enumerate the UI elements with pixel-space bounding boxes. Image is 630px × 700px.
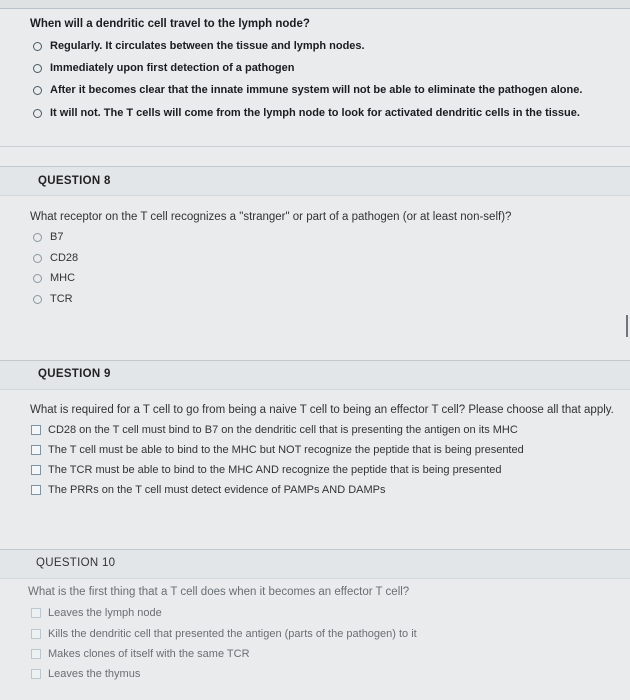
q9-option-3[interactable]	[31, 464, 502, 476]
q7-option-4[interactable]	[33, 107, 580, 119]
checkbox[interactable]	[31, 445, 41, 455]
scrollbar-edge[interactable]	[626, 315, 628, 337]
option-label: CD28 on the T cell must bind to B7 on the dendritic cell that is presenting the antigen on its MHC	[48, 424, 518, 436]
q9-option-1[interactable]	[31, 424, 518, 436]
radio-button[interactable]	[33, 295, 42, 304]
q8-prompt: What receptor on the T cell recognizes a "stranger" or part of a pathogen (or at least non-self)?	[30, 211, 512, 223]
option-label: It will not. The T cells will come from the lymph node to look for activated dendritic cells in the tissue.	[50, 107, 580, 119]
radio-button[interactable]	[33, 109, 42, 118]
checkbox[interactable]	[31, 465, 41, 475]
option-label: MHC	[50, 272, 76, 284]
q7-option-2[interactable]	[33, 62, 294, 74]
option-label: CD28	[50, 252, 79, 264]
radio-button[interactable]	[33, 86, 42, 95]
q9-title: QUESTION 9	[38, 368, 111, 380]
q10-prompt: What is the first thing that a T cell does when it becomes an effector T cell?	[28, 586, 410, 598]
q10-option-2[interactable]	[31, 628, 417, 640]
radio-button[interactable]	[33, 42, 42, 51]
option-label: The TCR must be able to bind to the MHC AND recognize the peptide that is being presented	[48, 464, 502, 476]
option-label: Immediately upon first detection of a pathogen	[50, 62, 295, 74]
q8-option-1[interactable]	[33, 231, 63, 243]
option-label: Makes clones of itself with the same TCR	[48, 648, 250, 660]
q8-option-4[interactable]	[33, 293, 73, 305]
q9-option-2[interactable]	[31, 444, 524, 456]
q9-option-4[interactable]	[31, 484, 385, 496]
option-label: Leaves the lymph node	[48, 607, 162, 619]
option-label: Kills the dendritic cell that presented the antigen (parts of the pathogen) to it	[48, 628, 417, 640]
q9-prompt: What is required for a T cell to go from being a naive T cell to being an effector T cell? Please choose all that apply.	[30, 404, 614, 416]
checkbox[interactable]	[31, 649, 41, 659]
option-label: The PRRs on the T cell must detect evidence of PAMPs AND DAMPs	[48, 484, 386, 496]
q7-option-1[interactable]	[33, 40, 365, 52]
q10-option-1[interactable]	[31, 607, 162, 619]
radio-button[interactable]	[33, 274, 42, 283]
q7-prompt: When will a dendritic cell travel to the lymph node?	[30, 18, 310, 30]
checkbox[interactable]	[31, 669, 41, 679]
option-label: Regularly. It circulates between the tissue and lymph nodes.	[50, 40, 365, 52]
q10-title: QUESTION 10	[36, 557, 116, 569]
option-label: B7	[50, 231, 64, 243]
radio-button[interactable]	[33, 64, 42, 73]
checkbox[interactable]	[31, 629, 41, 639]
option-label: Leaves the thymus	[48, 668, 141, 680]
top-border	[0, 0, 630, 9]
checkbox[interactable]	[31, 425, 41, 435]
option-label: TCR	[50, 293, 73, 305]
option-label: After it becomes clear that the innate immune system will not be able to eliminate the pathogen alone.	[50, 84, 583, 96]
q10-option-4[interactable]	[31, 668, 140, 680]
q8-title: QUESTION 8	[38, 175, 111, 187]
q8-option-3[interactable]	[33, 272, 75, 284]
checkbox[interactable]	[31, 485, 41, 495]
radio-button[interactable]	[33, 233, 42, 242]
q7-option-3[interactable]	[33, 84, 582, 96]
checkbox[interactable]	[31, 608, 41, 618]
option-label: The T cell must be able to bind to the MHC but NOT recognize the peptide that is being presented	[48, 444, 524, 456]
q8-option-2[interactable]	[33, 252, 78, 264]
radio-button[interactable]	[33, 254, 42, 263]
divider	[0, 146, 630, 147]
q10-option-3[interactable]	[31, 648, 250, 660]
